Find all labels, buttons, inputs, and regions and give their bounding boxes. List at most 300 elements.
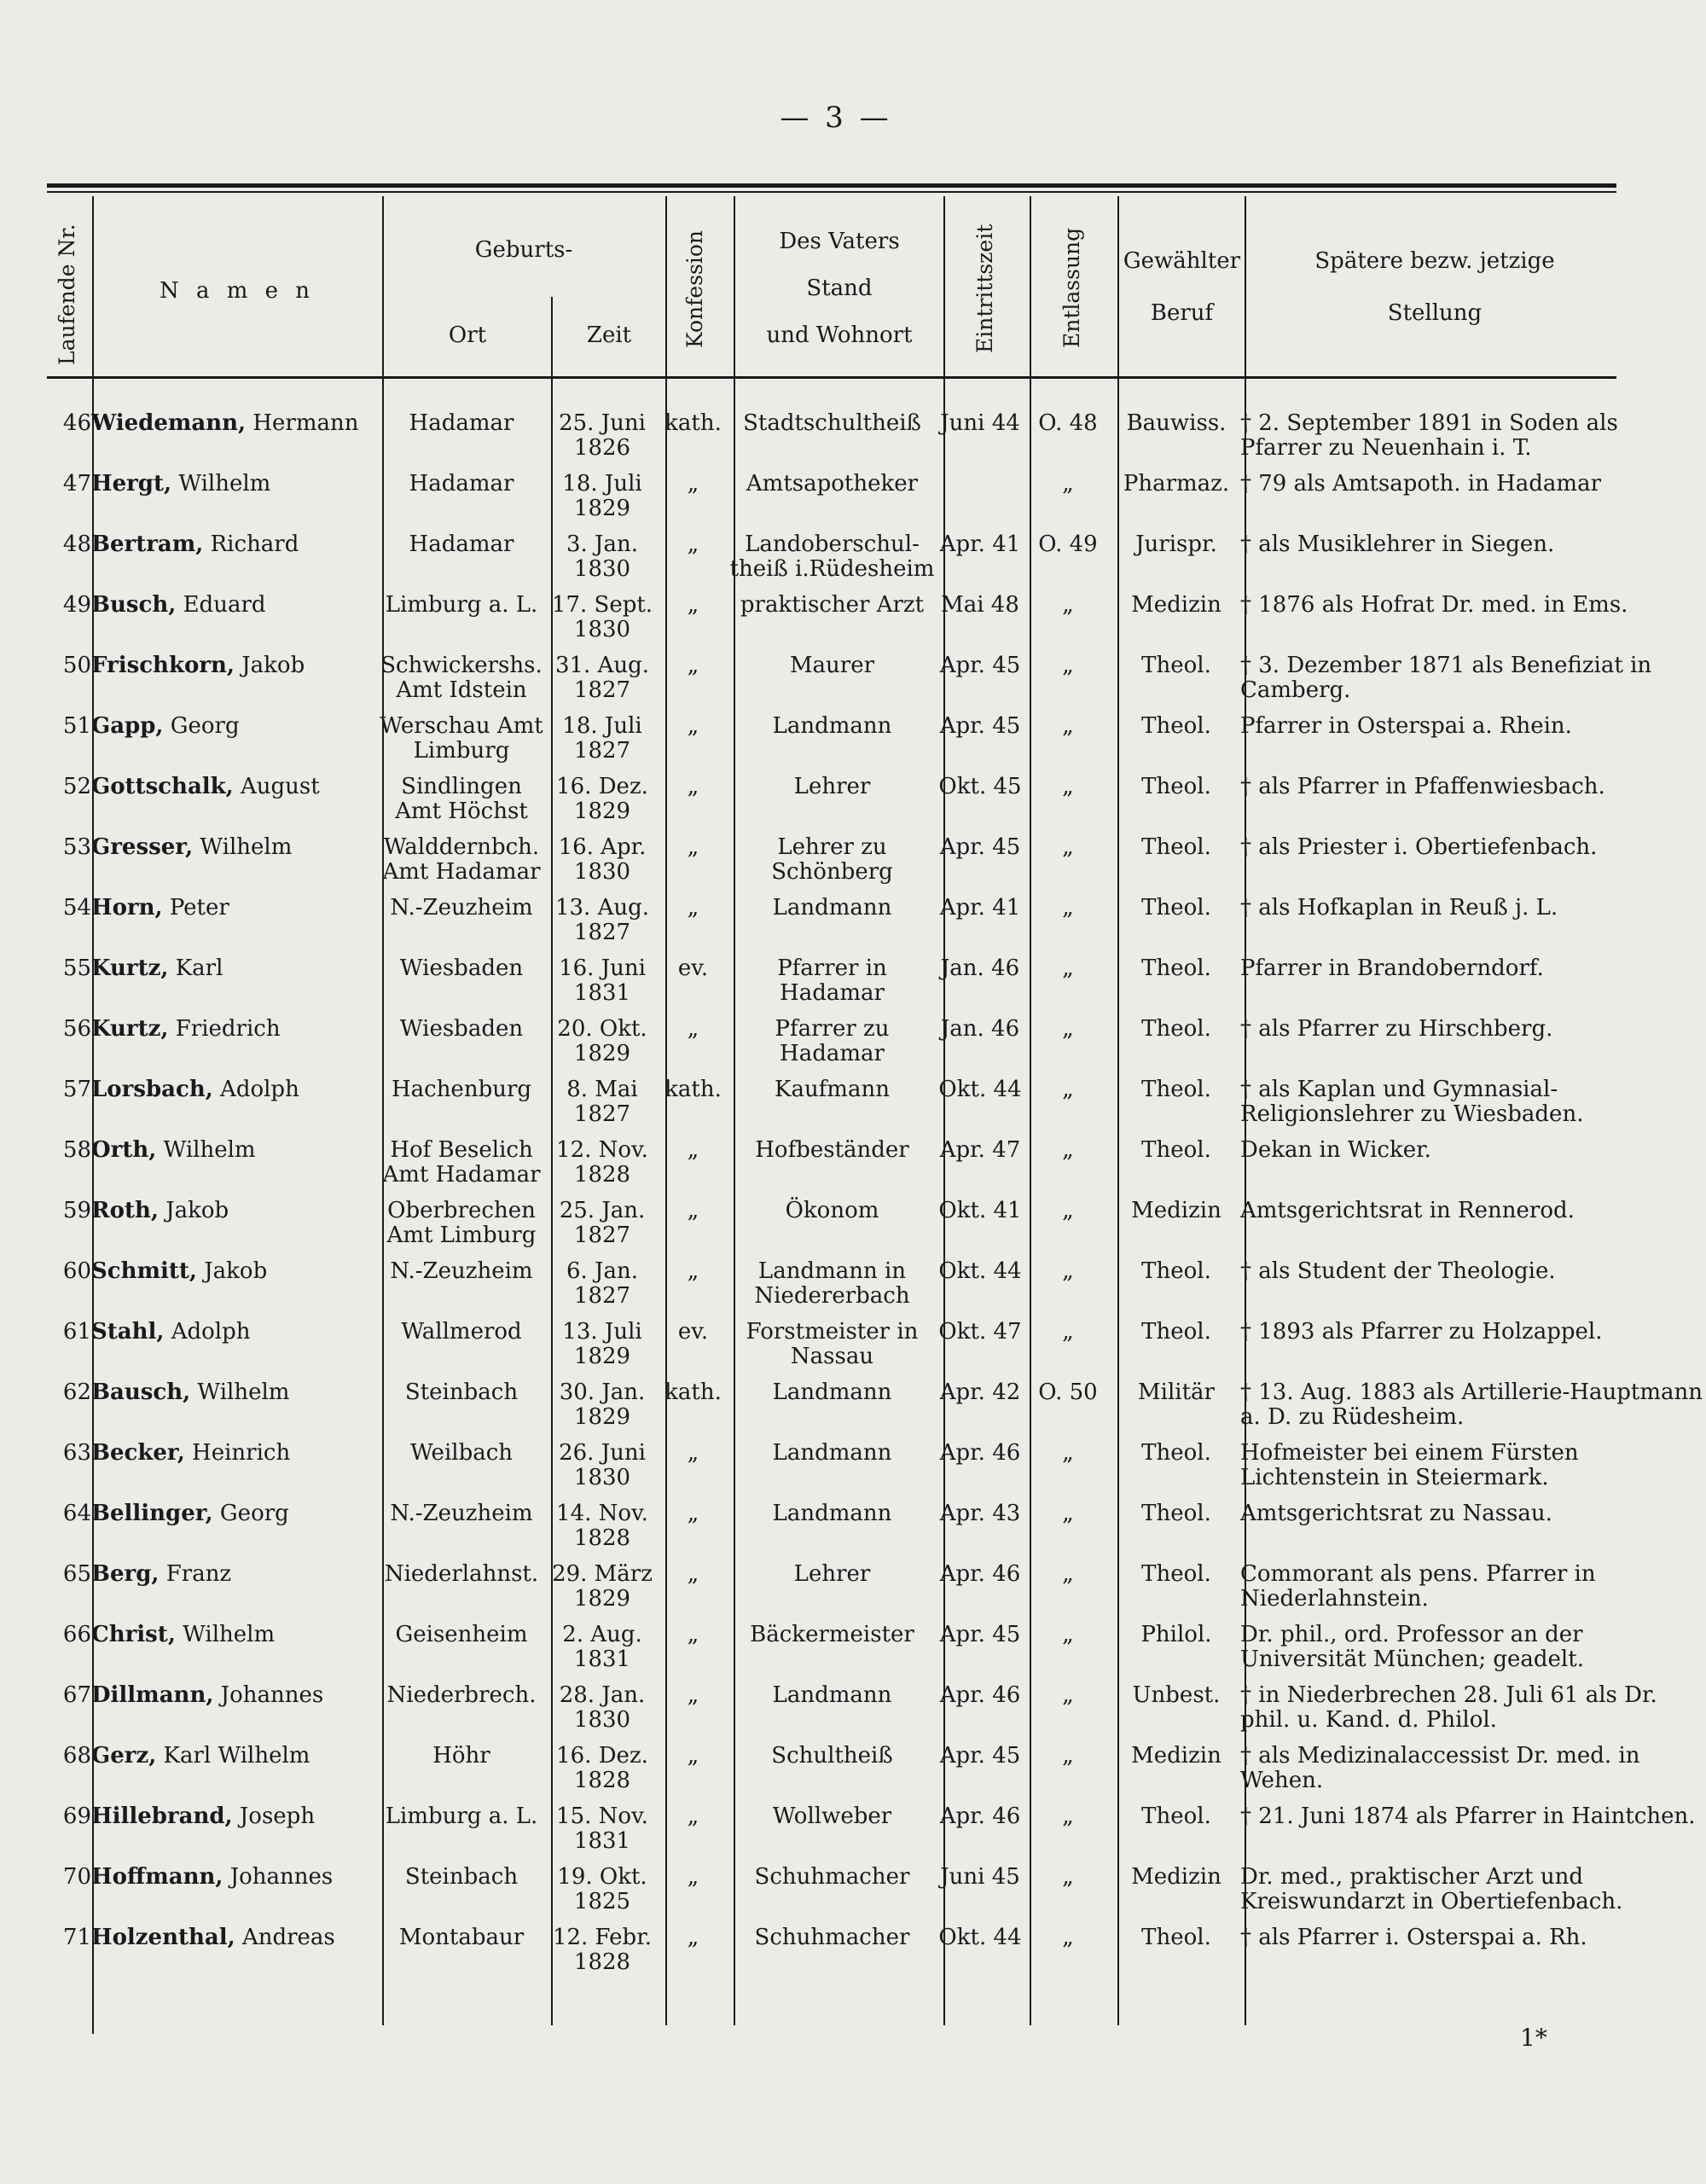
birthdate-cell: 30. Jan. 1829 — [559, 1380, 646, 1430]
given-name: Franz — [165, 1561, 232, 1587]
given-name: Andreas — [241, 1925, 335, 1950]
name-cell — [91, 1683, 377, 1744]
name-cell — [91, 1562, 377, 1623]
profession-cell: Theol. — [1141, 1804, 1211, 1829]
student-register-table — [47, 411, 1706, 1986]
confession-cell: „ — [687, 774, 699, 799]
profession-cell: Medizin — [1131, 592, 1221, 618]
table-row — [47, 1865, 1706, 1926]
surname: Berg, — [91, 1561, 160, 1587]
position-cell: † als Pfarrer zu Hirschberg. — [1240, 1016, 1553, 1042]
birthdate-cell: 6. Jan. 1827 — [566, 1258, 638, 1309]
surname: Kurtz, — [91, 1016, 169, 1042]
entry-cell: Apr. 45 — [939, 653, 1021, 678]
father-cell: Lehrer — [793, 1561, 871, 1587]
top-rule-thick — [47, 183, 1616, 188]
position-cell: † 79 als Amtsapoth. in Hadamar — [1240, 471, 1602, 497]
birthdate-cell: 13. Aug. 1827 — [554, 895, 650, 945]
birthdate-cell: 28. Jan. 1830 — [559, 1682, 646, 1733]
exit-cell: „ — [1062, 895, 1074, 921]
table-row — [47, 1562, 1706, 1623]
father-cell: Stadtschultheiß — [743, 410, 921, 436]
row-number: 57 — [62, 1077, 91, 1102]
father-cell: Maurer — [789, 653, 875, 678]
header-rule — [47, 376, 1616, 379]
surname: Gerz, — [91, 1743, 157, 1769]
birthplace-cell: Walddernbch. Amt Hadamar — [382, 834, 541, 885]
exit-cell: „ — [1062, 1864, 1074, 1890]
birthplace-cell: Hof Beselich Amt Hadamar — [382, 1137, 541, 1188]
birthplace-cell: Hadamar — [409, 471, 514, 497]
birthdate-cell: 17. Sept. 1830 — [551, 592, 653, 642]
row-number: 67 — [62, 1682, 91, 1708]
position-cell: Pfarrer in Osterspai a. Rhein. — [1240, 713, 1572, 739]
row-number: 62 — [62, 1380, 91, 1405]
table-row — [47, 1441, 1706, 1502]
father-cell: Landmann — [772, 1440, 892, 1466]
birthplace-cell: Schwickershs. Amt Idstein — [380, 653, 543, 703]
birthplace-cell: Wiesbaden — [399, 1016, 524, 1042]
exit-cell: „ — [1062, 1440, 1074, 1466]
birthdate-cell: 13. Juli 1829 — [562, 1319, 642, 1369]
table-row — [47, 1017, 1706, 1077]
birthplace-cell: Steinbach — [404, 1380, 519, 1405]
birthplace-cell: Hachenburg — [391, 1077, 532, 1102]
name-cell — [91, 835, 377, 896]
given-name: Georg — [219, 1501, 289, 1526]
given-name: Wilhelm — [178, 471, 271, 497]
entry-cell: Okt. 41 — [938, 1198, 1022, 1223]
surname: Becker, — [91, 1440, 185, 1466]
entry-cell: Apr. 46 — [939, 1561, 1021, 1587]
profession-cell: Pharmaz. — [1123, 471, 1230, 497]
name-cell — [91, 472, 377, 532]
confession-cell: „ — [687, 1682, 699, 1708]
profession-cell: Theol. — [1141, 1561, 1211, 1587]
given-name: Wilhelm — [200, 834, 293, 860]
confession-cell: „ — [687, 1622, 699, 1647]
exit-cell: „ — [1062, 1077, 1074, 1102]
father-cell: Bäckermeister — [750, 1622, 914, 1647]
page-number: — 3 — — [780, 101, 892, 135]
top-rule-thin — [47, 191, 1616, 193]
surname: Bausch, — [91, 1380, 191, 1405]
header-divider — [1030, 196, 1031, 376]
entry-cell: Mai 48 — [941, 592, 1019, 618]
birthdate-cell: 12. Nov. 1828 — [556, 1137, 648, 1188]
confession-cell: „ — [687, 1440, 699, 1466]
position-cell: † 1893 als Pfarrer zu Holzappel. — [1240, 1319, 1603, 1345]
given-name: Karl — [175, 956, 223, 981]
table-row — [47, 835, 1706, 896]
birthdate-cell: 18. Juli 1829 — [562, 471, 642, 521]
entry-cell: Okt. 44 — [938, 1258, 1022, 1284]
birthdate-cell: 3. Jan. 1830 — [566, 531, 638, 582]
table-row — [47, 411, 1706, 472]
position-cell: † als Medizinalaccessist Dr. med. in Wehen. — [1240, 1743, 1640, 1793]
header-eintrittszeit: Eintrittszeit — [972, 224, 997, 353]
birthplace-cell: Wallmerod — [401, 1319, 522, 1345]
profession-cell: Theol. — [1141, 1440, 1211, 1466]
header-zeit: Zeit — [586, 322, 632, 348]
entry-cell: Apr. 43 — [939, 1501, 1021, 1526]
table-row — [47, 956, 1706, 1017]
birthplace-cell: Montabaur — [398, 1925, 525, 1950]
name-cell — [91, 593, 377, 653]
birthdate-cell: 16. Juni 1831 — [559, 956, 646, 1006]
table-row — [47, 1926, 1706, 1986]
entry-cell: Apr. 42 — [939, 1380, 1021, 1405]
exit-cell: „ — [1062, 1137, 1074, 1163]
name-cell — [91, 1926, 377, 1986]
profession-cell: Theol. — [1141, 1925, 1211, 1950]
row-number: 68 — [62, 1743, 91, 1769]
position-cell: Dr. phil., ord. Professor an der Universität München; geadelt. — [1240, 1622, 1584, 1672]
position-cell: Pfarrer in Brandoberndorf. — [1240, 956, 1544, 981]
given-name: Wilhelm — [183, 1622, 276, 1647]
birthplace-cell: Hadamar — [409, 410, 514, 436]
entry-cell: Apr. 45 — [939, 1743, 1021, 1769]
father-cell: praktischer Arzt — [740, 592, 925, 618]
surname: Schmitt, — [91, 1258, 197, 1284]
entry-cell: Apr. 46 — [939, 1804, 1021, 1829]
header-divider — [1245, 196, 1246, 376]
header-vater-1: Des Vaters — [779, 229, 900, 254]
table-body — [47, 411, 1706, 1986]
row-number: 49 — [62, 592, 91, 618]
position-cell: † als Musiklehrer in Siegen. — [1240, 531, 1555, 557]
name-cell — [91, 1441, 377, 1502]
given-name: Friedrich — [175, 1016, 281, 1042]
given-name: Adolph — [220, 1077, 299, 1102]
profession-cell: Theol. — [1141, 713, 1211, 739]
confession-cell: „ — [687, 531, 699, 557]
given-name: Georg — [170, 713, 240, 739]
table-row — [47, 1623, 1706, 1683]
profession-cell: Theol. — [1141, 1137, 1211, 1163]
father-cell: Amtsapotheker — [746, 471, 919, 497]
entry-cell: Apr. 45 — [939, 713, 1021, 739]
confession-cell: „ — [687, 1864, 699, 1890]
header-namen: N a m e n — [159, 278, 316, 304]
header-divider — [943, 196, 945, 376]
exit-cell: „ — [1062, 1622, 1074, 1647]
position-cell: † als Student der Theologie. — [1240, 1258, 1556, 1284]
entry-cell: Okt. 45 — [938, 774, 1022, 799]
given-name: Jakob — [204, 1258, 268, 1284]
birthplace-cell: Sindlingen Amt Höchst — [395, 774, 528, 824]
position-cell: Amtsgerichtsrat zu Nassau. — [1240, 1501, 1552, 1526]
position-cell: † 2. September 1891 in Soden als Pfarrer zu Neuenhain i. T. — [1240, 410, 1618, 461]
given-name: Johannes — [220, 1682, 324, 1708]
name-cell — [91, 714, 377, 775]
name-cell — [91, 1623, 377, 1683]
father-cell: Lehrer — [793, 774, 871, 799]
profession-cell: Medizin — [1131, 1743, 1221, 1769]
exit-cell: „ — [1062, 592, 1074, 618]
table-row — [47, 1502, 1706, 1562]
row-number: 71 — [62, 1925, 91, 1950]
name-cell — [91, 1380, 377, 1441]
profession-cell: Militär — [1138, 1380, 1215, 1405]
father-cell: Schultheiß — [771, 1743, 893, 1769]
row-number: 61 — [62, 1319, 91, 1345]
row-number: 50 — [62, 653, 91, 678]
table-row — [47, 714, 1706, 775]
confession-cell: „ — [687, 895, 699, 921]
table-row — [47, 1138, 1706, 1199]
row-number: 69 — [62, 1804, 91, 1829]
signature-mark: 1* — [1520, 2024, 1547, 2052]
birthdate-cell: 19. Okt. 1825 — [557, 1864, 647, 1914]
father-cell: Wollweber — [772, 1804, 892, 1829]
header-laufende-nr: Laufende Nr. — [55, 224, 79, 365]
father-cell: Landoberschul-theiß i.Rüdesheim — [729, 531, 935, 582]
position-cell: Commorant als pens. Pfarrer in Niederlahnstein. — [1240, 1561, 1596, 1612]
surname: Frischkorn, — [91, 653, 235, 678]
surname: Horn, — [91, 895, 163, 921]
row-number: 70 — [62, 1864, 91, 1890]
father-cell: Landmann — [772, 1501, 892, 1526]
exit-cell: „ — [1062, 471, 1074, 497]
exit-cell: O. 48 — [1038, 410, 1098, 436]
confession-cell: ev. — [677, 1319, 709, 1345]
entry-cell: Okt. 44 — [938, 1925, 1022, 1950]
birthplace-cell: N.-Zeuzheim — [390, 1258, 533, 1284]
profession-cell: Jurispr. — [1135, 531, 1217, 557]
entry-cell: Apr. 41 — [939, 531, 1021, 557]
birthplace-cell: Höhr — [432, 1743, 490, 1769]
header-konfession: Konfession — [682, 229, 707, 348]
given-name: Karl Wilhelm — [163, 1743, 310, 1769]
position-cell: Hofmeister bei einem Fürsten Lichtenstein in Steiermark. — [1240, 1440, 1579, 1490]
father-cell: Landmann — [772, 1380, 892, 1405]
row-number: 66 — [62, 1622, 91, 1647]
table-row — [47, 472, 1706, 532]
name-cell — [91, 653, 377, 714]
confession-cell: kath. — [664, 1077, 722, 1102]
header-ort: Ort — [448, 322, 487, 348]
row-number: 63 — [62, 1440, 91, 1466]
birthdate-cell: 12. Febr. 1828 — [552, 1925, 653, 1975]
birthdate-cell: 16. Dez. 1828 — [556, 1743, 648, 1793]
header-beruf-1: Gewählter — [1123, 248, 1241, 274]
confession-cell: „ — [687, 1743, 699, 1769]
given-name: Jakob — [241, 653, 305, 678]
birthdate-cell: 25. Juni 1826 — [559, 410, 646, 461]
table-row — [47, 1380, 1706, 1441]
surname: Hillebrand, — [91, 1804, 233, 1829]
given-name: Peter — [169, 895, 229, 921]
name-cell — [91, 1199, 377, 1259]
exit-cell: „ — [1062, 1804, 1074, 1829]
confession-cell: „ — [687, 653, 699, 678]
position-cell: Dekan in Wicker. — [1240, 1137, 1431, 1163]
table-row — [47, 593, 1706, 653]
name-cell — [91, 1017, 377, 1077]
profession-cell: Bauwiss. — [1126, 410, 1227, 436]
entry-cell: Jan. 46 — [940, 956, 1020, 981]
exit-cell: „ — [1062, 1319, 1074, 1345]
name-cell — [91, 1804, 377, 1865]
given-name: August — [241, 774, 320, 799]
table-row — [47, 532, 1706, 593]
birthdate-cell: 2. Aug. 1831 — [562, 1622, 642, 1672]
row-number: 64 — [62, 1501, 91, 1526]
table-row — [47, 775, 1706, 835]
given-name: Richard — [210, 531, 299, 557]
entry-cell: Okt. 47 — [938, 1319, 1022, 1345]
row-number: 53 — [62, 834, 91, 860]
position-cell: † 1876 als Hofrat Dr. med. in Ems. — [1240, 592, 1628, 618]
name-cell — [91, 1259, 377, 1320]
given-name: Wilhelm — [197, 1380, 290, 1405]
profession-cell: Theol. — [1141, 1016, 1211, 1042]
birthplace-cell: Geisenheim — [395, 1622, 528, 1647]
row-number: 46 — [62, 410, 91, 436]
given-name: Adolph — [171, 1319, 251, 1345]
birthplace-cell: Limburg a. L. — [385, 592, 538, 618]
confession-cell: ev. — [677, 956, 709, 981]
birthdate-cell: 29. März 1829 — [552, 1561, 653, 1612]
surname: Gottschalk, — [91, 774, 234, 799]
confession-cell: „ — [687, 1016, 699, 1042]
entry-cell: Apr. 46 — [939, 1682, 1021, 1708]
entry-cell — [937, 472, 1024, 532]
position-cell: Amtsgerichtsrat in Rennerod. — [1240, 1198, 1575, 1223]
row-number: 55 — [62, 956, 91, 981]
given-name: Johannes — [229, 1864, 334, 1890]
name-cell — [91, 411, 377, 472]
exit-cell: „ — [1062, 1682, 1074, 1708]
confession-cell: „ — [687, 471, 699, 497]
birthdate-cell: 31. Aug. 1827 — [554, 653, 650, 703]
exit-cell: „ — [1062, 1501, 1074, 1526]
father-cell: Landmann — [772, 895, 892, 921]
father-cell: Landmann — [772, 713, 892, 739]
position-cell: † 13. Aug. 1883 als Artillerie-Hauptmann a. D. zu Rüdesheim. — [1240, 1380, 1703, 1430]
birthdate-cell: 14. Nov. 1828 — [556, 1501, 648, 1551]
name-cell — [91, 1320, 377, 1380]
father-cell: Hofbeständer — [755, 1137, 909, 1163]
exit-cell: „ — [1062, 713, 1074, 739]
father-cell: Kaufmann — [775, 1077, 890, 1102]
profession-cell: Theol. — [1141, 1501, 1211, 1526]
father-cell: Landmann in Niedererbach — [754, 1258, 910, 1309]
name-cell — [91, 1138, 377, 1199]
row-number: 48 — [62, 531, 91, 557]
profession-cell: Theol. — [1141, 653, 1211, 678]
name-cell — [91, 532, 377, 593]
row-number: 65 — [62, 1561, 91, 1587]
entry-cell: Juni 44 — [940, 410, 1020, 436]
header-vater-3: und Wohnort — [766, 322, 913, 348]
entry-cell: Juni 45 — [940, 1864, 1020, 1890]
birthplace-cell: Hadamar — [409, 531, 514, 557]
entry-cell: Apr. 45 — [939, 834, 1021, 860]
confession-cell: kath. — [664, 1380, 722, 1405]
position-cell: † als Pfarrer i. Osterspai a. Rh. — [1240, 1925, 1587, 1950]
exit-cell: O. 49 — [1038, 531, 1098, 557]
header-beruf-2: Beruf — [1150, 300, 1214, 326]
confession-cell: kath. — [664, 410, 722, 436]
name-cell — [91, 1744, 377, 1804]
surname: Roth, — [91, 1198, 159, 1223]
name-cell — [91, 775, 377, 835]
table-row — [47, 1077, 1706, 1138]
birthdate-cell: 26. Juni 1830 — [559, 1440, 646, 1490]
father-cell: Ökonom — [785, 1198, 879, 1223]
surname: Holzenthal, — [91, 1925, 235, 1950]
birthdate-cell: 16. Apr. 1830 — [558, 834, 647, 885]
confession-cell: „ — [687, 592, 699, 618]
exit-cell: „ — [1062, 653, 1074, 678]
table-row — [47, 1320, 1706, 1380]
exit-cell: „ — [1062, 1198, 1074, 1223]
row-number: 58 — [62, 1137, 91, 1163]
position-cell: † als Pfarrer in Pfaffenwiesbach. — [1240, 774, 1605, 799]
exit-cell: „ — [1062, 1561, 1074, 1587]
given-name: Wilhelm — [163, 1137, 256, 1163]
entry-cell: Okt. 44 — [938, 1077, 1022, 1102]
header-stellung-1: Spätere bezw. jetzige — [1314, 248, 1555, 274]
table-row — [47, 1259, 1706, 1320]
position-cell: † als Kaplan und Gymnasial-Religionslehrer zu Wiesbaden. — [1240, 1077, 1584, 1127]
row-number: 56 — [62, 1016, 91, 1042]
birthplace-cell: Weilbach — [409, 1440, 514, 1466]
birthdate-cell: 20. Okt. 1829 — [557, 1016, 647, 1066]
position-cell: † in Niederbrechen 28. Juli 61 als Dr. phil. u. Kand. d. Philol. — [1240, 1682, 1657, 1733]
name-cell — [91, 1865, 377, 1926]
confession-cell: „ — [687, 1198, 699, 1223]
table-row — [47, 1199, 1706, 1259]
father-cell: Forstmeister in Nassau — [746, 1319, 919, 1369]
exit-cell: „ — [1062, 1258, 1074, 1284]
birthplace-cell: N.-Zeuzheim — [390, 895, 533, 921]
confession-cell: „ — [687, 1258, 699, 1284]
row-number: 52 — [62, 774, 91, 799]
surname: Christ, — [91, 1622, 176, 1647]
header-divider — [1117, 196, 1119, 376]
profession-cell: Theol. — [1141, 956, 1211, 981]
father-cell: Lehrer zu Schönberg — [771, 834, 893, 885]
confession-cell: „ — [687, 1561, 699, 1587]
exit-cell: „ — [1062, 1743, 1074, 1769]
exit-cell: O. 50 — [1038, 1380, 1098, 1405]
exit-cell: „ — [1062, 834, 1074, 860]
birthplace-cell: Wiesbaden — [399, 956, 524, 981]
given-name: Eduard — [183, 592, 266, 618]
birthdate-cell: 8. Mai 1827 — [566, 1077, 638, 1127]
birthdate-cell: 16. Dez. 1829 — [556, 774, 648, 824]
table-row — [47, 896, 1706, 956]
name-cell — [91, 1077, 377, 1138]
surname: Dillmann, — [91, 1682, 214, 1708]
position-cell: † als Priester i. Obertiefenbach. — [1240, 834, 1598, 860]
father-cell: Schuhmacher — [754, 1925, 910, 1950]
row-number: 51 — [62, 713, 91, 739]
row-number: 60 — [62, 1258, 91, 1284]
surname: Wiedemann, — [91, 410, 247, 436]
surname: Busch, — [91, 592, 177, 618]
entry-cell: Apr. 47 — [939, 1137, 1021, 1163]
birthplace-cell: Niederlahnst. — [384, 1561, 539, 1587]
entry-cell: Apr. 45 — [939, 1622, 1021, 1647]
profession-cell: Theol. — [1141, 1077, 1211, 1102]
surname: Bellinger, — [91, 1501, 213, 1526]
birthplace-cell: Niederbrech. — [386, 1682, 537, 1708]
name-cell — [91, 1502, 377, 1562]
